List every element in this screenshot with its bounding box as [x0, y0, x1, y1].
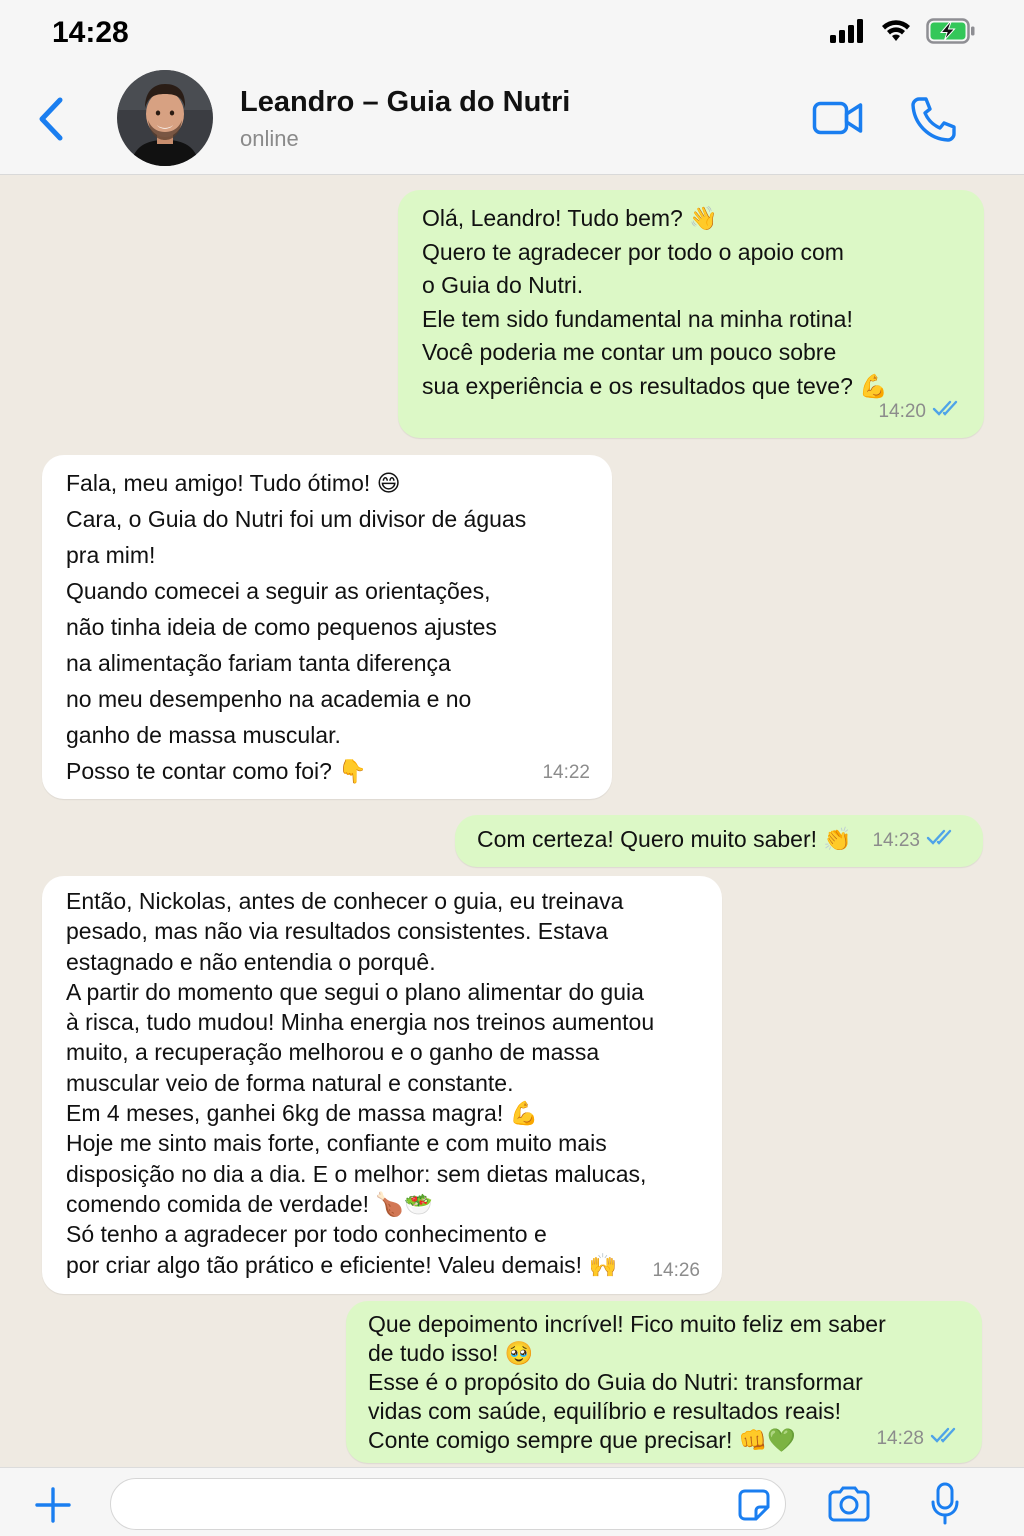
status-time: 14:28	[52, 16, 129, 49]
message-time: 14:22	[542, 762, 590, 783]
message-text: Fala, meu amigo! Tudo ótimo! 😄 Cara, o Guia do Nutri foi um divisor de águas pra mim! Quando comecei a seguir as orientações, não tinha ideia de como pequenos ajustes na alimentação fariam tanta diferença no meu desempenho na academia e no ganho de massa muscular. Posso te contar como foi? 👇	[66, 470, 527, 784]
message-bubble-incoming[interactable]	[42, 876, 722, 1294]
video-call-icon[interactable]	[812, 100, 864, 141]
signal-icon	[830, 19, 866, 48]
wifi-icon	[880, 19, 912, 48]
message-meta	[652, 1256, 700, 1286]
camera-icon[interactable]	[826, 1486, 872, 1527]
message-time: 14:26	[652, 1259, 700, 1281]
message-text: Com certeza! Quero muito saber! 👏	[477, 826, 853, 852]
message-composer	[0, 1467, 1024, 1536]
message-time: 14:23	[872, 830, 920, 852]
double-check-icon	[932, 395, 962, 429]
message-meta	[542, 755, 590, 791]
message-meta	[876, 1424, 960, 1453]
plus-icon[interactable]	[34, 1486, 72, 1529]
sticker-icon[interactable]	[736, 1488, 772, 1527]
contact-presence: online	[240, 126, 299, 151]
message-bubble-incoming[interactable]	[42, 455, 612, 799]
contact-name[interactable]: Leandro – Guia do Nutri	[240, 86, 571, 118]
chat-header	[0, 70, 1024, 175]
message-text: Então, Nickolas, antes de conhecer o guia, eu treinava pesado, mas não via resultados consistentes. Estava estagnado e não entendia o porquê. A partir do momento que segui o plano alimentar do guia à risca, tudo mudou! Minha energia nos treinos aumentou muito, a recuperação melhorou e o ganho de massa muscular veio de forma natural e constante. Em 4 meses, ganhei 6kg de massa magra! 💪 Hoje me sinto mais forte, confiante e com muito mais disposição no dia a dia. E o melhor: sem dietas malucas, comendo comida de verdade! 🍗🥗 Só tenho a agradecer por todo conhecimento e por criar algo tão prático e eficiente! Valeu demais! 🙌	[66, 888, 655, 1278]
message-meta	[872, 824, 956, 858]
message-bubble-outgoing[interactable]	[346, 1301, 982, 1463]
microphone-icon[interactable]	[930, 1482, 960, 1531]
status-bar	[0, 0, 1024, 70]
message-meta	[878, 395, 962, 429]
message-input[interactable]	[110, 1478, 786, 1530]
message-text: Que depoimento incrível! Fico muito feliz em saber de tudo isso! 🥹 Esse é o propósito do Guia do Nutri: transformar vidas com saúde, equilíbrio e resultados reais! Conte comigo sempre que precisar! 👊💚	[368, 1311, 886, 1453]
double-check-icon	[926, 824, 956, 858]
back-chevron-icon[interactable]	[36, 96, 66, 147]
double-check-icon	[930, 1424, 960, 1453]
message-text: Olá, Leandro! Tudo bem? 👋 Quero te agradecer por todo o apoio com o Guia do Nutri. Ele tem sido fundamental na minha rotina! Você poderia me contar um pouco sobre sua experiência e os resultados que teve? 💪	[422, 205, 888, 399]
contact-avatar[interactable]	[117, 70, 213, 166]
message-time: 14:20	[878, 400, 926, 422]
message-time: 14:28	[876, 1428, 924, 1449]
message-bubble-outgoing[interactable]	[455, 815, 983, 867]
status-icons	[830, 18, 976, 49]
battery-charging-icon	[926, 18, 976, 49]
voice-call-icon[interactable]	[910, 96, 956, 147]
message-bubble-outgoing[interactable]	[398, 190, 984, 438]
